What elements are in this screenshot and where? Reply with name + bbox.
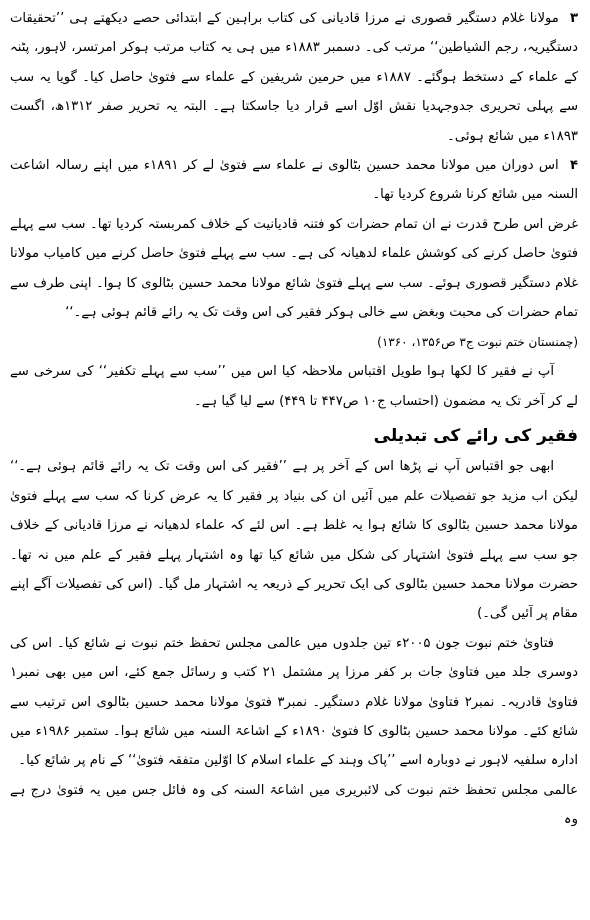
citation: (چمنستان ختم نبوت ج۳ ص۱۳۵۶، ۱۳۶۰) xyxy=(377,335,578,350)
paragraph-text: مولانا غلام دستگیر قصوری نے مرزا قادیانی کی کتاب براہین کے ابتدائی حصے دیکھتے ہی ’’تحقیقات دستگیریہ، رجم الشیاطین‘‘ مرتب کی۔ دسمبر ۱۸۸۳ء میں ہی یہ کتاب مرتب ہوکر امرتسر، لاہور، پٹنہ کے علماء کے دستخط ہوگئے۔ ۱۸۸۷ء میں حرمین شریفین کے علماء سے فتویٰ حاصل کیا۔ گویا یہ سب سے پہلی تحریری جدوجہدیا نقش اوّل اسے قرار دیا جاسکتا ہے۔ البتہ یہ تحریر صفر ۱۳۱۲ھ، اگست ۱۸۹۳ء میں شائع ہوئی۔ xyxy=(10,11,579,144)
paragraph-number: ۴ xyxy=(569,158,579,174)
paragraph-number: ۳ xyxy=(569,11,578,26)
paragraph-summary xyxy=(10,210,578,328)
paragraph-opinion-change: ابھی جو اقتباس آپ نے پڑھا اس کے آخر پر ہے ’’فقیر کی اس وقت تک یہ رائے قائم ہوئی ہے۔‘‘ لیکن اب مزید جو تفصیلات علم میں آئیں ان کی بنیاد پر فقیر کا یہ عرض کرنا کہ سب سے پہلے فتویٰ مولانا محمد حسین بٹالوی کا شائع ہوا یہ غلط ہے۔ اس لئے کہ علماء لدھیانہ نے مرزا قادیانی کے خلاف جو سب سے پہلے فتویٰ اشتہار کی شکل میں شائع کیا تھا وہ اشتہار پہلے فقیر کے علم میں نہ تھا۔ حضرت مولانا محمد حسین بٹالوی کی ایک تحریر کے ذریعہ یہ اشتہار مل گیا۔ (اس کی تفصیلات آگے اپنے مقام پر آئیں گی۔) xyxy=(10,459,578,622)
paragraph-library: عالمی مجلس تحفظ ختم نبوت کی لائبریری میں اشاعۃ السنہ کی وہ فائل جس میں یہ فتویٰ درج ہے وہ xyxy=(10,782,578,828)
paragraph-4 xyxy=(10,151,578,210)
paragraph-text: اس دوران میں مولانا محمد حسین بٹالوی نے علماء سے فتویٰ لے کر ۱۸۹۱ء میں اپنے رسالہ اشاعت السنہ میں شائع کرنا شروع کردیا تھا۔ xyxy=(10,158,578,203)
paragraph-text: غرض اس طرح قدرت نے ان تمام حضرات کو فتنہ قادیانیت کے خلاف کمربستہ کردیا تھا۔ سب سے پہلے فتویٰ حاصل کرنے کی کوشش علماء لدھیانہ کی ہے۔ سب سے پہلے فتویٰ حاصل کرنے میں کامیاب مولانا غلام دستگیر قصوری ہوئے۔ سب سے پہلے فتویٰ شائع مولانا محمد حسین بٹالوی کا ہوا۔ اپنی طرف سے تمام حضرات کی محبت وبغض سے خالی ہوکر فقیر کی اس وقت تک یہ رائے قائم ہوئی ہے۔‘‘ xyxy=(10,216,578,321)
paragraph-quote-note: آپ نے فقیر کا لکھا ہوا طویل اقتباس ملاحظہ کیا اس میں ’’سب سے پہلے تکفیر‘‘ کی سرخی سے لے کر آخر تک یہ مضمون (احتساب ج۱۰ ص۴۴۷ تا ۴۴۹) سے لیا گیا ہے۔ xyxy=(10,364,578,409)
paragraph-3 xyxy=(10,4,578,151)
paragraph-fatawa: فتاویٰ ختم نبوت جون ۲۰۰۵ء تین جلدوں میں عالمی مجلس تحفظ ختم نبوت نے شائع کیا۔ اس کی دوسری جلد میں فتاویٰ جات بر کفر مرزا پر مشتمل ۲۱ کتب و رسائل جمع کئے، اس میں بھی نمبر۱ فتاویٰ قادریہ۔ نمبر۲ فتاویٰ مولانا غلام دستگیر۔ نمبر۳ فتویٰ مولانا محمد حسین بٹالوی اس ترتیب سے شائع کئے۔ مولانا محمد حسین بٹالوی کا فتویٰ ۱۸۹۰ء کے اشاعۃ السنہ میں شائع ہوا۔ ستمبر ۱۹۸۶ء میں ادارہ سلفیہ لاہور نے دوبارہ اسے ’’پاک وہند کے علماء اسلام کا اوّلین متفقہ فتویٰ‘‘ کے نام پر شائع کیا۔ xyxy=(10,635,579,769)
section-heading: فقیر کی رائے کی تبدیلی xyxy=(373,426,578,447)
